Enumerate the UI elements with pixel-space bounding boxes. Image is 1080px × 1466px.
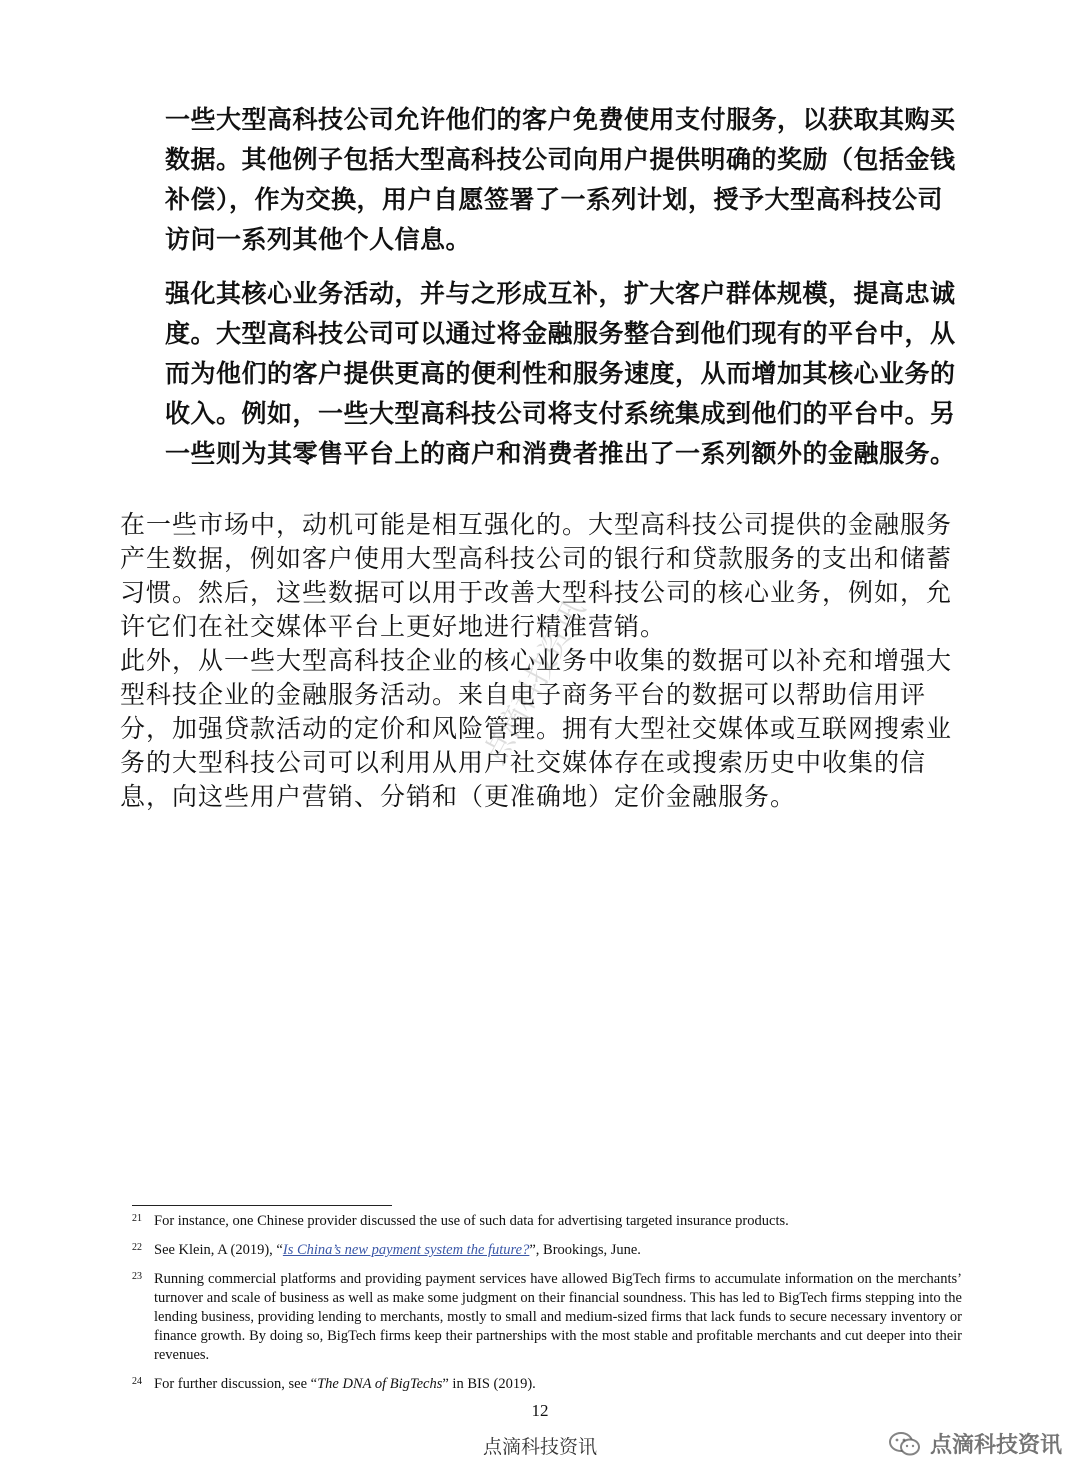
footnote [132, 1270, 962, 1365]
footnote [132, 1375, 962, 1394]
footnote-text: ” in BIS (2019). [442, 1376, 536, 1392]
footnote-text: Running commercial platforms and providing payment services have allowed BigTech firms to accumulate information on the merchants’ turnover and scale of business as well as make some judgment on their financial soundness. This has led to BigTech firms stepping into the lending business, providing lending to merchants, mostly to small and medium-sized firms that lack funds to secure necessary inventory or finance growth. By doing so, BigTech firms keep their partnerships with the most stable and profitable merchants and cut deeper into their revenues. [154, 1271, 962, 1363]
boxed-paragraph: 强化其核心业务活动，并与之形成互补，扩大客户群体规模，提高忠诚度。大型高科技公司可以通过将金融服务整合到他们现有的平台中，从而为他们的客户提供更高的便利性和服务速度，从而增加其核心业务的收入。例如，一些大型高科技公司将支付系统集成到他们的平台中。另一些则为其零售平台上的商户和消费者推出了一系列额外的金融服务。 [165, 279, 956, 468]
footnote-number: 22 [132, 1242, 142, 1253]
boxed-paragraph: 一些大型高科技公司允许他们的客户免费使用支付服务，以获取其购买数据。其他例子包括大型高科技公司向用户提供明确的奖励（包括金钱补偿），作为交换，用户自愿签署了一系列计划，授予大型高科技公司访问一系列其他个人信息。 [165, 105, 956, 254]
footnote-link[interactable]: Is China’s new payment system the future? [282, 1242, 530, 1258]
body-paragraph: 此外，从一些大型高科技企业的核心业务中收集的数据可以补充和增强大型科技企业的金融服务活动。来自电子商务平台的数据可以帮助信用评分，加强贷款活动的定价和风险管理。拥有大型社交媒体或互联网搜索业务的大型科技公司可以利用从用户社交媒体存在或搜索历史中收集的信息，向这些用户营销、分销和（更准确地）定价金融服务。 [120, 646, 953, 811]
footnotes [132, 1212, 962, 1404]
footer-source: 点滴科技资讯 [482, 1436, 597, 1458]
wechat-watermark [888, 1428, 1062, 1459]
footnote-number: 21 [132, 1213, 142, 1224]
watermark: 点滴科技资讯 [477, 594, 593, 771]
wechat-icon [888, 1431, 922, 1457]
footnote-divider [132, 1205, 392, 1206]
footnote-text: For instance, one Chinese provider discussed the use of such data for advertising targeted insurance products. [154, 1213, 789, 1229]
footnote [132, 1241, 962, 1260]
footnote-text: See Klein, A (2019), “ [154, 1242, 283, 1258]
footnote-text: ”, Brookings, June. [529, 1242, 641, 1258]
footnote-number: 24 [132, 1376, 142, 1387]
boxed-section [165, 100, 965, 488]
wechat-account-name: 点滴科技资讯 [929, 1433, 1062, 1458]
footnote [132, 1212, 962, 1231]
footnote-number: 23 [132, 1271, 142, 1282]
footnote-text: For further discussion, see “ [154, 1376, 318, 1392]
footnote-title: The DNA of BigTechs [317, 1376, 443, 1392]
page-number: 12 [531, 1401, 549, 1420]
body-paragraph: 在一些市场中，动机可能是相互强化的。大型高科技公司提供的金融服务产生数据，例如客户使用大型高科技公司的银行和贷款服务的支出和储蓄习惯。然后，这些数据可以用于改善大型科技公司的核心业务，例如，允许它们在社交媒体平台上更好地进行精准营销。 [120, 510, 953, 641]
